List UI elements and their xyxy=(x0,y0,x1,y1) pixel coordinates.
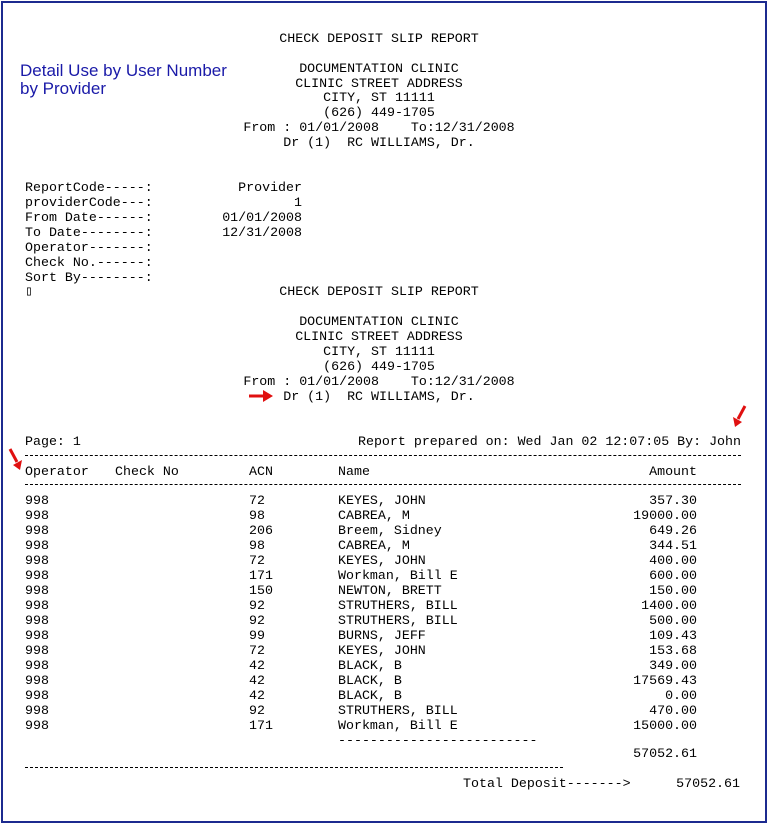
cell-operator: 998 xyxy=(25,493,49,508)
subtotal: 57052.61 xyxy=(633,746,697,761)
cell-operator: 998 xyxy=(25,583,49,598)
cell-amount: 649.26 xyxy=(649,523,697,538)
cell-name: BLACK, B xyxy=(338,673,402,688)
cell-amount: 357.30 xyxy=(649,493,697,508)
table-row xyxy=(0,688,760,703)
clinic-name-2: DOCUMENTATION CLINIC xyxy=(299,314,459,329)
cell-amount: 344.51 xyxy=(649,538,697,553)
param-label: To Date--------: xyxy=(25,225,153,240)
cell-operator: 998 xyxy=(25,718,49,733)
cell-operator: 998 xyxy=(25,703,49,718)
cell-amount: 470.00 xyxy=(649,703,697,718)
param-label: providerCode---: xyxy=(25,195,153,210)
cell-acn: 42 xyxy=(249,658,265,673)
cell-name: BLACK, B xyxy=(338,688,402,703)
cell-operator: 998 xyxy=(25,568,49,583)
cell-operator: 998 xyxy=(25,643,49,658)
page-break-glyph: ▯ xyxy=(25,284,34,299)
caption-line-1: Detail Use by User Number xyxy=(20,61,227,80)
cell-acn: 42 xyxy=(249,688,265,703)
cell-acn: 206 xyxy=(249,523,273,538)
doctor-line: Dr (1) RC WILLIAMS, Dr. xyxy=(283,135,475,150)
cell-acn: 150 xyxy=(249,583,273,598)
table-row xyxy=(0,658,760,673)
cell-acn: 72 xyxy=(249,493,265,508)
date-range-2: From : 01/01/2008 To:12/31/2008 xyxy=(243,374,515,389)
cell-acn: 92 xyxy=(249,613,265,628)
cell-acn: 42 xyxy=(249,673,265,688)
table-row xyxy=(0,703,760,718)
cell-name: STRUTHERS, BILL xyxy=(338,598,458,613)
clinic-phone: (626) 449-1705 xyxy=(323,105,435,120)
clinic-city-2: CITY, ST 11111 xyxy=(323,344,435,359)
rule-top xyxy=(25,455,741,456)
date-range: From : 01/01/2008 To:12/31/2008 xyxy=(243,120,515,135)
clinic-address-2: CLINIC STREET ADDRESS xyxy=(295,329,463,344)
table-row xyxy=(0,553,760,568)
cell-acn: 99 xyxy=(249,628,265,643)
cell-amount: 15000.00 xyxy=(633,718,697,733)
rule-header xyxy=(25,484,741,485)
cell-amount: 349.00 xyxy=(649,658,697,673)
param-value: 12/31/2008 xyxy=(222,225,302,240)
cell-acn: 171 xyxy=(249,568,273,583)
param-value: 1 xyxy=(294,195,302,210)
cell-name: NEWTON, BRETT xyxy=(338,583,442,598)
subtotal-rule: ------------------------- xyxy=(338,733,538,748)
col-check-no: Check No xyxy=(115,464,179,479)
cell-amount: 0.00 xyxy=(665,688,697,703)
clinic-name: DOCUMENTATION CLINIC xyxy=(299,61,459,76)
param-label: Check No.------: xyxy=(25,255,153,270)
cell-operator: 998 xyxy=(25,673,49,688)
cell-name: Workman, Bill E xyxy=(338,568,458,583)
table-row xyxy=(0,538,760,553)
table-row xyxy=(0,523,760,538)
rule-bottom xyxy=(25,767,563,768)
table-row xyxy=(0,628,760,643)
param-value: Provider xyxy=(238,180,302,195)
cell-acn: 92 xyxy=(249,598,265,613)
cell-acn: 171 xyxy=(249,718,273,733)
col-amount: Amount xyxy=(649,464,697,479)
caption-line-2: by Provider xyxy=(20,79,106,98)
clinic-phone-2: (626) 449-1705 xyxy=(323,359,435,374)
cell-amount: 109.43 xyxy=(649,628,697,643)
cell-name: STRUTHERS, BILL xyxy=(338,703,458,718)
cell-name: KEYES, JOHN xyxy=(338,553,426,568)
cell-operator: 998 xyxy=(25,538,49,553)
prepared-on: Report prepared on: Wed Jan 02 12:07:05 By: John xyxy=(357,434,741,449)
cell-name: BURNS, JEFF xyxy=(338,628,426,643)
cell-name: STRUTHERS, BILL xyxy=(338,613,458,628)
col-acn: ACN xyxy=(249,464,273,479)
page-number: Page: 1 xyxy=(25,434,81,449)
cell-operator: 998 xyxy=(25,628,49,643)
report-title-2: CHECK DEPOSIT SLIP REPORT xyxy=(279,284,479,299)
table-row xyxy=(0,508,760,523)
cell-operator: 998 xyxy=(25,553,49,568)
total-deposit-value: 57052.61 xyxy=(676,776,740,791)
cell-amount: 19000.00 xyxy=(633,508,697,523)
cell-amount: 600.00 xyxy=(649,568,697,583)
param-value: 01/01/2008 xyxy=(222,210,302,225)
report-title: CHECK DEPOSIT SLIP REPORT xyxy=(279,31,479,46)
col-name: Name xyxy=(338,464,370,479)
table-row xyxy=(0,673,760,688)
table-row xyxy=(0,613,760,628)
cell-name: KEYES, JOHN xyxy=(338,493,426,508)
table-row xyxy=(0,493,760,508)
cell-acn: 98 xyxy=(249,538,265,553)
arrow-down-left-icon xyxy=(732,404,748,428)
cell-name: Workman, Bill E xyxy=(338,718,458,733)
cell-amount: 400.00 xyxy=(649,553,697,568)
cell-name: BLACK, B xyxy=(338,658,402,673)
clinic-city: CITY, ST 11111 xyxy=(323,90,435,105)
cell-name: CABREA, M xyxy=(338,538,410,553)
param-label: Operator-------: xyxy=(25,240,153,255)
cell-name: Breem, Sidney xyxy=(338,523,442,538)
table-row xyxy=(0,718,760,733)
cell-name: KEYES, JOHN xyxy=(338,643,426,658)
table-row xyxy=(0,568,760,583)
param-label: Sort By--------: xyxy=(25,270,153,285)
cell-operator: 998 xyxy=(25,613,49,628)
col-operator: Operator xyxy=(25,464,89,479)
cell-operator: 998 xyxy=(25,598,49,613)
cell-amount: 500.00 xyxy=(649,613,697,628)
param-label: ReportCode-----: xyxy=(25,180,153,195)
cell-operator: 998 xyxy=(25,508,49,523)
cell-acn: 72 xyxy=(249,553,265,568)
cell-amount: 1400.00 xyxy=(641,598,697,613)
param-label: From Date------: xyxy=(25,210,153,225)
doctor-line-2: Dr (1) RC WILLIAMS, Dr. xyxy=(283,389,475,404)
total-deposit-label: Total Deposit-------> xyxy=(463,776,631,791)
table-row xyxy=(0,583,760,598)
cell-operator: 998 xyxy=(25,658,49,673)
cell-name: CABREA, M xyxy=(338,508,410,523)
cell-acn: 92 xyxy=(249,703,265,718)
cell-acn: 72 xyxy=(249,643,265,658)
table-row xyxy=(0,598,760,613)
cell-operator: 998 xyxy=(25,688,49,703)
cell-operator: 998 xyxy=(25,523,49,538)
cell-amount: 153.68 xyxy=(649,643,697,658)
clinic-address: CLINIC STREET ADDRESS xyxy=(295,76,463,91)
table-row xyxy=(0,643,760,658)
cell-acn: 98 xyxy=(249,508,265,523)
cell-amount: 150.00 xyxy=(649,583,697,598)
cell-amount: 17569.43 xyxy=(633,673,697,688)
table-header xyxy=(0,464,760,479)
arrow-right-icon xyxy=(248,389,274,403)
